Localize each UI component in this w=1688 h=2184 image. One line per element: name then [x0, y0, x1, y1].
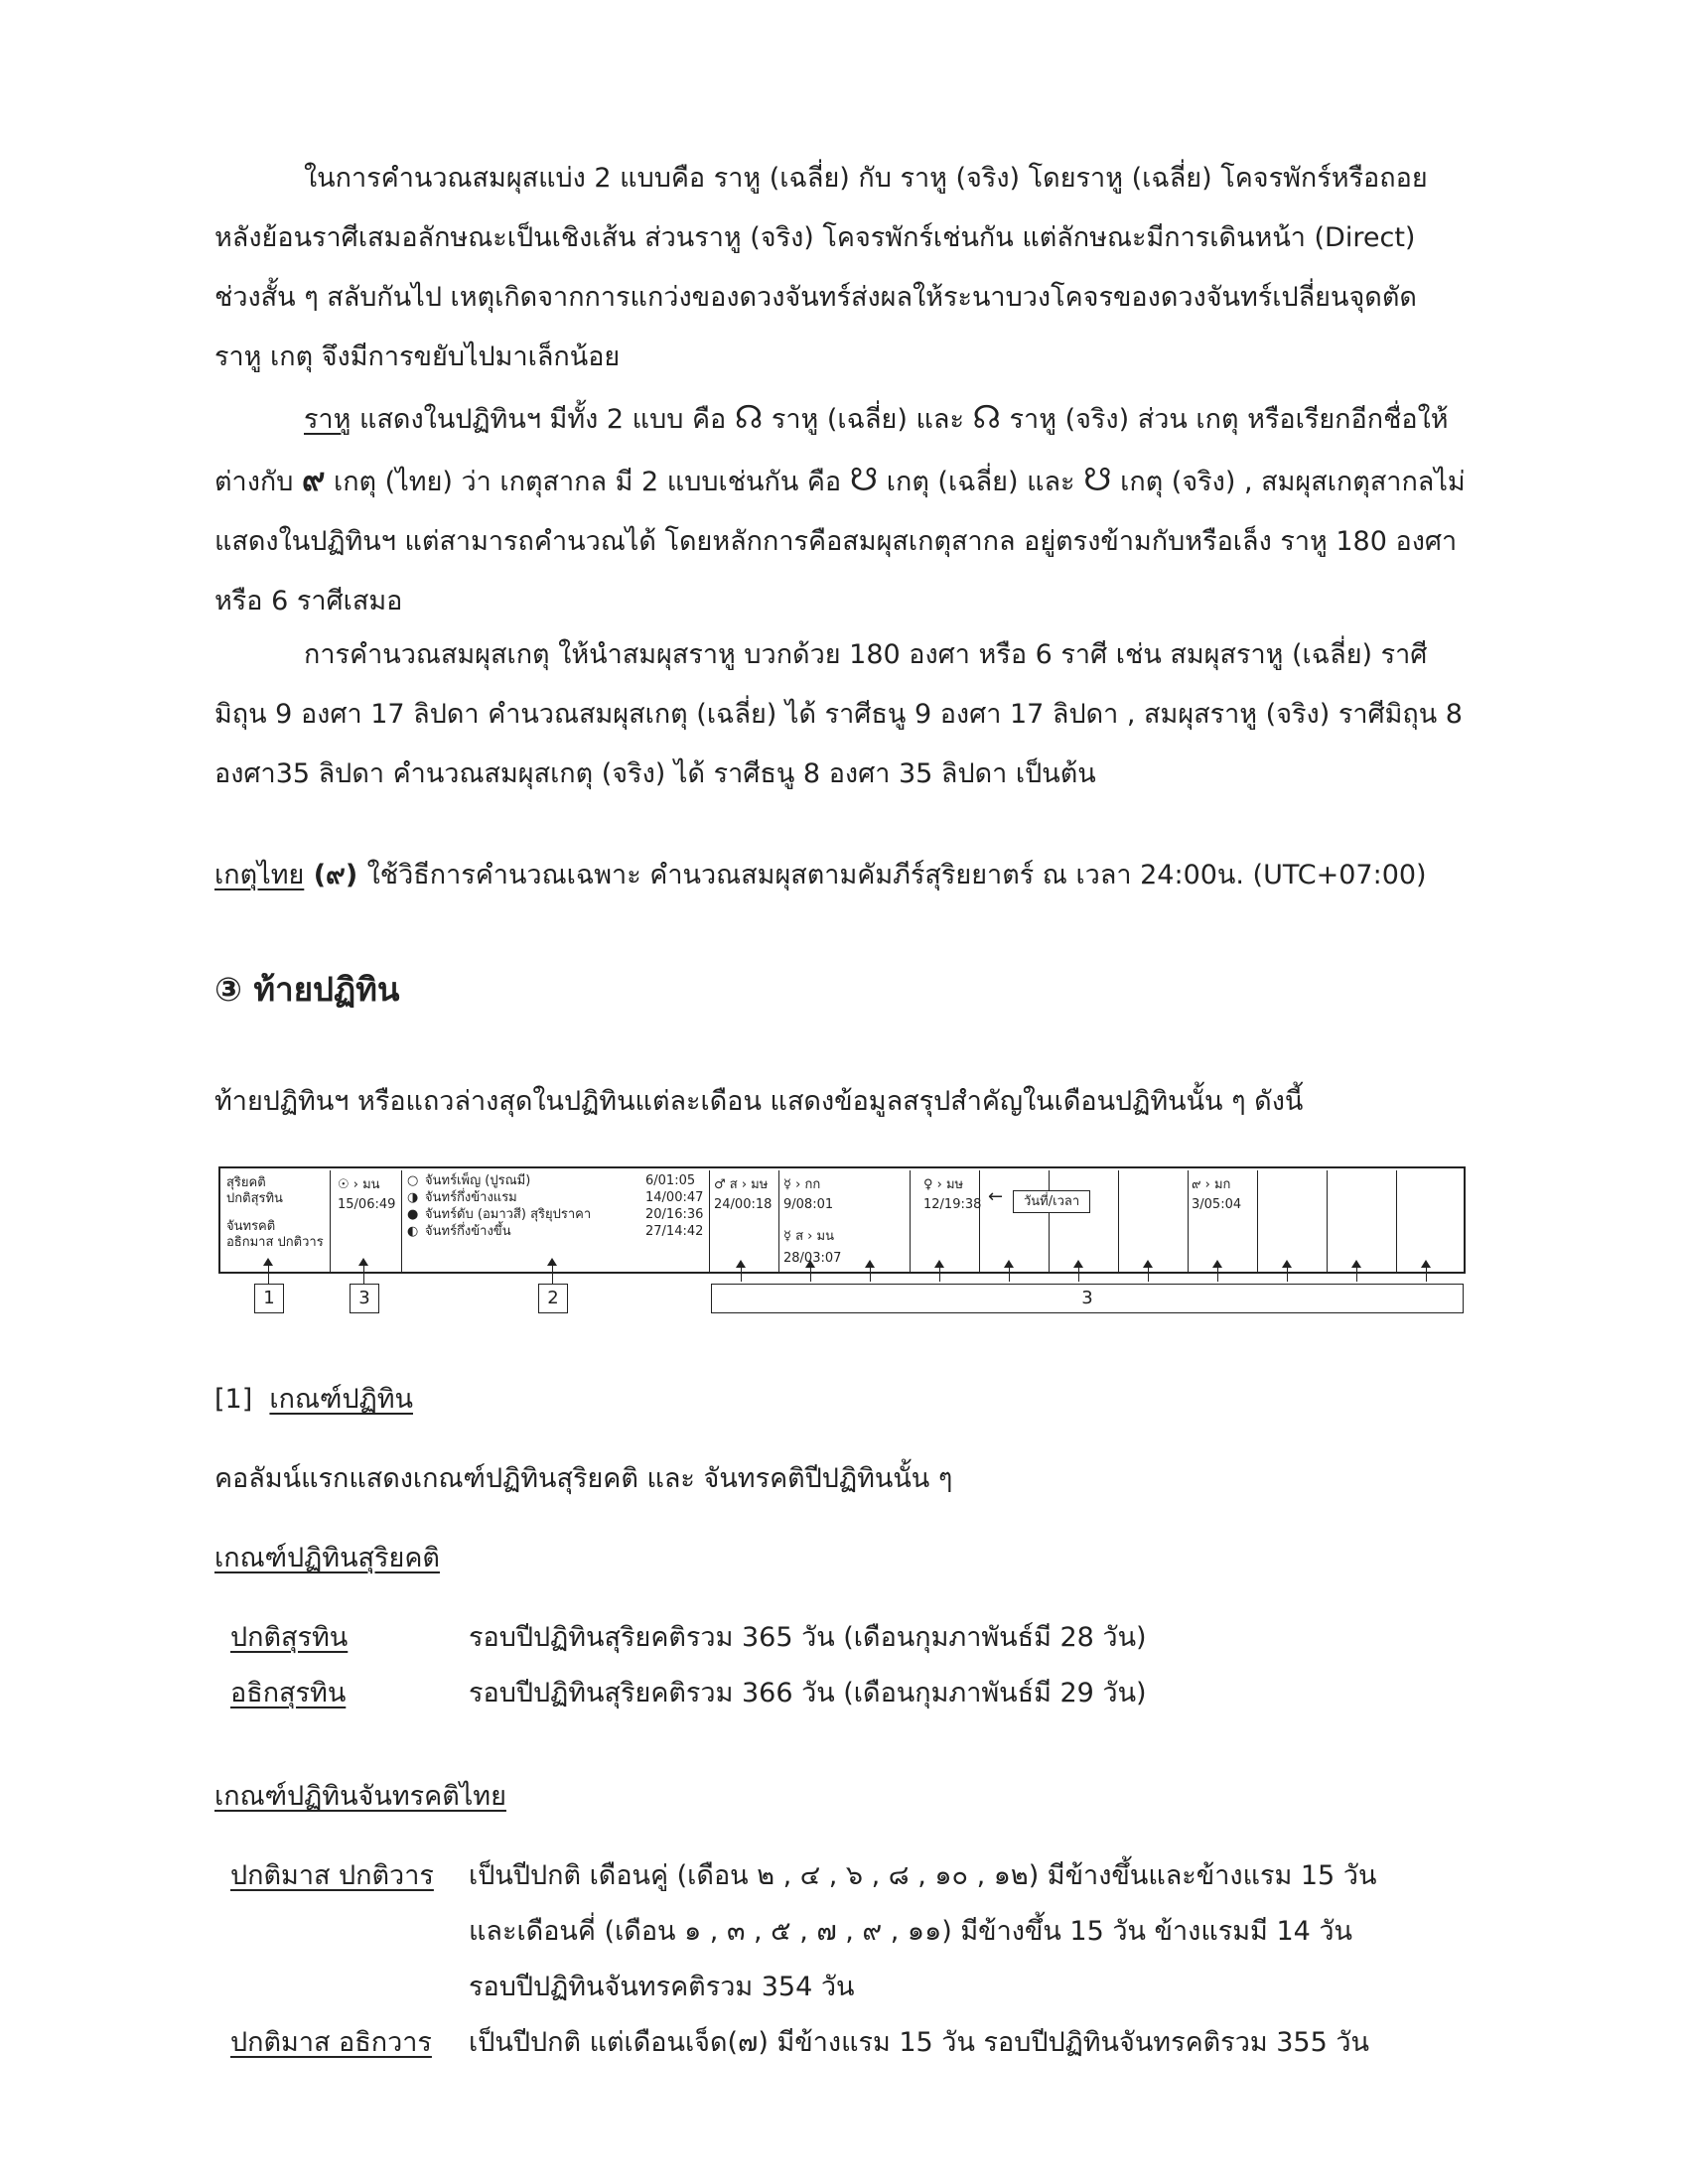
- solar-definitions: [230, 1610, 1422, 1729]
- section-title: ③ ท้ายปฏิทิน: [214, 970, 400, 1009]
- moon-phase-value: 6/01:05: [645, 1173, 696, 1188]
- mars-value: 24/00:18: [714, 1197, 773, 1212]
- paragraph-rahu-ketu-symbols: ราหู แสดงในปฏิทินฯ มีทั้ง 2 แบบ คือ ☊ ราหู (เฉลี่ย) และ ☊ ราหู (จริง) ส่วน เกตุ หรือเรียกอีกชื่อให้ต่างกับ ๙ เกตุ (ไทย) ว่า เกตุสากล มี 2 แบบเช่นกัน คือ ☋ เกตุ (เฉลี่ย) และ ☋ เกตุ (จริง) , สมผุสเกตุสากลไม่แสดงในปฏิทินฯ แต่สามารถคำนวณได้ โดยหลักการคือสมผุสเกตุสากล อยู่ตรงข้ามกับหรือเล็ง ราหู 180 องศา หรือ 6 ราศีเสมอ: [214, 398, 1466, 616]
- moon-phase-icon: ◑: [407, 1190, 419, 1205]
- figure-label-3-wide: 3: [711, 1284, 1464, 1313]
- pointer-arrow-icon: [1421, 1260, 1431, 1268]
- solar-desc: รอบปีปฏิทินสุริยคติรวม 365 วัน (เดือนกุมภาพันธ์มี 28 วัน): [469, 1622, 1147, 1653]
- date-time-callout: วันที่/เวลา: [1013, 1190, 1090, 1213]
- pointer-arrow-icon: [1143, 1260, 1153, 1268]
- solar-term: ปกติสุรทิน: [230, 1622, 349, 1653]
- ketu-thai-note: เกตุไทย (๙) ใช้วิธีการคำนวณเฉพาะ คำนวณสมผุสตามคัมภีร์สุริยยาตร์ ณ เวลา 24:00น. (UTC+07:00): [214, 860, 1427, 890]
- rahu-term: ราหู: [304, 404, 352, 435]
- lunar-desc-line: และเดือนคี่ (เดือน ๑ , ๓ , ๕ , ๗ , ๙ , ๑๑) มีข้างขึ้น 15 วัน ข้างแรมมี 14 วัน: [469, 1916, 1352, 1947]
- sun-value: 15/06:49: [338, 1197, 396, 1212]
- moon-phase-label: จันทร์กึ่งข้างแรม: [425, 1190, 517, 1205]
- mercury-value-2: 28/03:07: [783, 1251, 842, 1266]
- footer-row: [218, 1166, 1466, 1274]
- figure-label-2: 2: [538, 1284, 568, 1313]
- ketu-mean-icon: ☋: [849, 461, 879, 498]
- venus-head: ♀ › มษ: [923, 1177, 964, 1192]
- mercury-head: ☿ › กก: [783, 1177, 821, 1192]
- item1-heading: [1] เกณฑ์ปฏิทิน: [214, 1384, 413, 1415]
- mercury-head-2: ☿ ส › มน: [783, 1229, 834, 1244]
- paragraph-ketu-calculation: การคำนวณสมผุสเกตุ ให้นำสมผุสราหู บวกด้วย 180 องศา หรือ 6 ราศี เช่น สมผุสราหู (เฉลี่ย) ราศีมิถุน 9 องศา 17 ลิปดา คำนวณสมผุสเกตุ (เฉลี่ย) ได้ ราศีธนู 9 องศา 17 ลิปดา , สมผุสราหู (จริง) ราศีมิถุน 8 องศา35 ลิปดา คำนวณสมผุสเกตุ (จริง) ได้ ราศีธนู 8 องศา 35 ลิปดา เป็นต้น: [214, 639, 1463, 789]
- pointer-arrow-icon: [1351, 1260, 1361, 1268]
- moon-phase-icon: ○: [407, 1173, 419, 1188]
- lunar-term: ปกติมาส ปกติวาร: [230, 1860, 434, 1891]
- pointer-arrow-icon: [547, 1258, 557, 1266]
- lunar-desc: เป็นปีปกติ แต่เดือนเจ็ด(๗) มีข้างแรม 15 วัน รอบปีปฏิทินจันทรคติรวม 355 วัน: [469, 2027, 1369, 2058]
- figure-label-1: 1: [254, 1284, 284, 1313]
- moon-phase-label: จันทร์ดับ (อมาวสี) สุริยุปราคา: [425, 1207, 592, 1222]
- pointer-arrow-icon: [263, 1258, 273, 1266]
- moon-phase-icon: ◐: [407, 1224, 419, 1239]
- paragraph-rahu-types: ในการคำนวณสมผุสแบ่ง 2 แบบคือ ราหู (เฉลี่ย) กับ ราหู (จริง) โดยราหู (เฉลี่ย) โคจรพักร์หรือถอยหลังย้อนราศีเสมอลักษณะเป็นเชิงเส้น ส่วนราหู (จริง) โคจรพักร์เช่นกัน แต่ลักษณะมีการเดินหน้า (Direct) ช่วงสั้น ๆ สลับกันไป เหตุเกิดจากการแกว่งของดวงจันทร์ส่งผลให้ระนาบวงโคจรของดวงจันทร์เปลี่ยนจุดตัด ราหู เกตุ จึงมีการขยับไปมาเล็กน้อย: [214, 163, 1428, 372]
- pointer-arrow-icon: [1004, 1260, 1014, 1268]
- lunar-term: ปกติมาส อธิกวาร: [230, 2027, 432, 2058]
- moon-phase-value: 14/00:47: [645, 1190, 704, 1205]
- col1-line1: สุริยคติ: [226, 1175, 266, 1190]
- pointer-arrow-icon: [1282, 1260, 1292, 1268]
- ketu-true-icon: ☋: [1083, 461, 1112, 498]
- venus-value: 12/19:38: [923, 1197, 982, 1212]
- lunar-desc-line: เป็นปีปกติ เดือนคู่ (เดือน ๒ , ๔ , ๖ , ๘ , ๑๐ , ๑๒) มีข้างขึ้นและข้างแรม 15 วัน: [469, 1860, 1377, 1891]
- lunar-definitions: [230, 1848, 1422, 2077]
- pointer-arrow-icon: [1212, 1260, 1222, 1268]
- col1-line4: อธิกมาส ปกติวาร: [226, 1235, 324, 1250]
- pointer-arrow-icon: [805, 1260, 815, 1268]
- lunar-desc-line: รอบปีปฏิทินจันทรคติรวม 354 วัน: [469, 1972, 855, 2002]
- lunar-heading: เกณฑ์ปฏิทินจันทรคติไทย: [214, 1781, 506, 1812]
- mars-head: ♂ ส › มษ: [714, 1177, 769, 1192]
- section-intro: ท้ายปฏิทินฯ หรือแถวล่างสุดในปฏิทินแต่ละเดือน แสดงข้อมูลสรุปสำคัญในเดือนปฏิทินนั้น ๆ ดังนี้: [214, 1086, 1304, 1117]
- col1-line2: ปกติสุรทิน: [226, 1191, 283, 1206]
- ketu-head: ๙ › มก: [1192, 1177, 1231, 1192]
- calendar-footer-figure: [214, 1166, 1470, 1325]
- moon-phase-label: จันทร์กึ่งข้างขึ้น: [425, 1224, 511, 1239]
- moon-phase-icon: ●: [407, 1207, 419, 1222]
- ketu-value: 3/05:04: [1192, 1197, 1242, 1212]
- moon-phase-value: 27/14:42: [645, 1224, 704, 1239]
- moon-phase-value: 20/16:36: [645, 1207, 704, 1222]
- rahu-mean-icon: ☊: [734, 398, 764, 436]
- solar-heading: เกณฑ์ปฏิทินสุริยคติ: [214, 1543, 440, 1573]
- pointer-arrow-icon: [934, 1260, 944, 1268]
- mercury-value: 9/08:01: [783, 1197, 834, 1212]
- pointer-arrow-icon: [358, 1258, 368, 1266]
- ketu-thai-icon: ๙: [301, 461, 326, 498]
- moon-phase-label: จันทร์เพ็ญ (ปูรณมี): [425, 1173, 531, 1188]
- pointer-arrow-icon: [1073, 1260, 1083, 1268]
- callout-arrow-icon: ←: [988, 1186, 1004, 1207]
- figure-label-3: 3: [350, 1284, 379, 1313]
- pointer-arrow-icon: [736, 1260, 746, 1268]
- sun-head: ☉ › มน: [338, 1177, 380, 1192]
- col1-line3: จันทรคติ: [226, 1219, 276, 1234]
- item1-description: คอลัมน์แรกแสดงเกณฑ์ปฏิทินสุริยคติ และ จันทรคติปีปฏิทินนั้น ๆ: [214, 1463, 953, 1494]
- rahu-true-icon: ☊: [972, 398, 1001, 436]
- solar-desc: รอบปีปฏิทินสุริยคติรวม 366 วัน (เดือนกุมภาพันธ์มี 29 วัน): [469, 1678, 1147, 1708]
- pointer-arrow-icon: [865, 1260, 875, 1268]
- solar-term: อธิกสุรทิน: [230, 1678, 347, 1708]
